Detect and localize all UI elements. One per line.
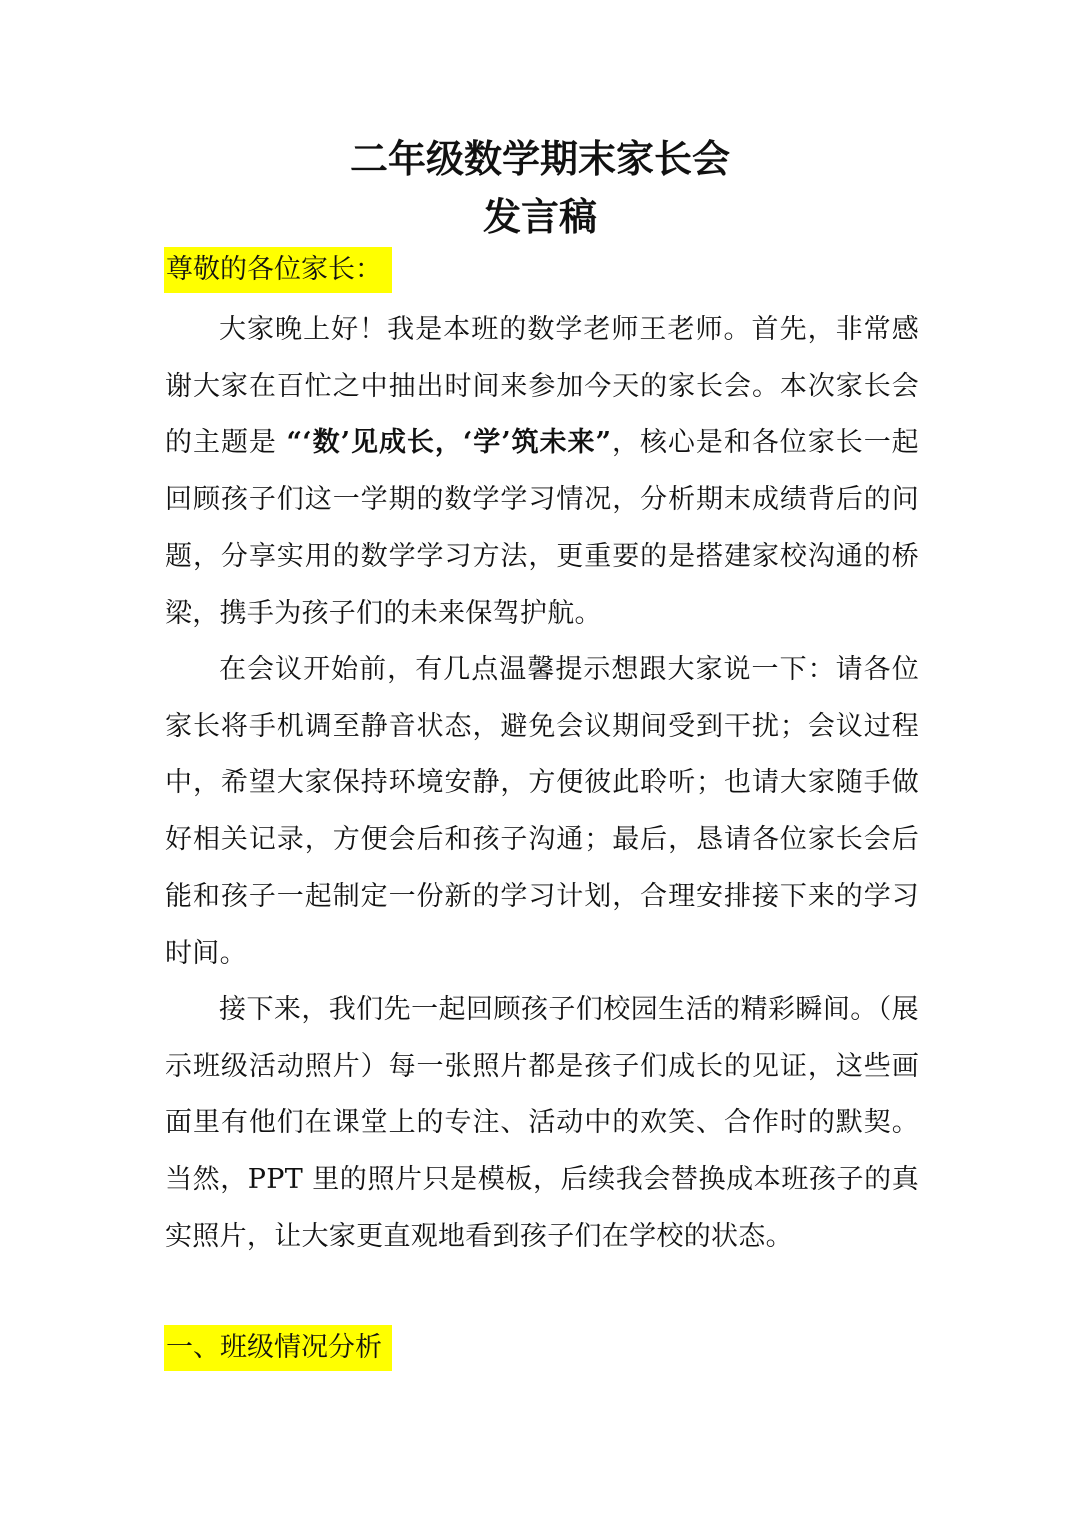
paragraph-reminders: 在会议开始前，有几点温馨提示想跟大家说一下：请各位家长将手机调至静音状态，避免会议期间受到干扰；会议过程中，希望大家保持环境安静，方便彼此聆听；也请大家随手做好相关记录，方便会后和孩子沟通；最后，恳请各位家长会后能和孩子一起制定一份新的学习计划，合理安排接下来的学习时间。 [165, 654, 919, 969]
paragraph-intro-text-end: ，核心是和各位家长一起回顾孩子们这一学期的数学学习情况，分析期末成绩背后的问题，分享实用的数学学习方法，更重要的是搭建家校沟通的桥梁，携手为孩子们的未来保驾护航。 [165, 427, 919, 629]
document-title: 二年级数学期末家长会 [349, 136, 730, 181]
meeting-theme: “‘数’见成长，‘学’筑未来” [286, 427, 612, 459]
paragraph-photos: 接下来，我们先一起回顾孩子们校园生活的精彩瞬间。（展示班级活动照片）每一张照片都是孩子们成长的见证，这些画面里有他们在课堂上的专注、活动中的欢笑、合作时的默契。当然，PPT 里的照片只是模板，后续我会替换成本班孩子的真实照片，让大家更直观地看到孩子们在学校的状态。 [165, 994, 919, 1252]
document-subtitle: 发言稿 [482, 194, 597, 239]
greeting-heading: 尊敬的各位家长： [164, 247, 392, 293]
paragraph-intro [165, 302, 919, 642]
section-heading: 一、班级情况分析 [164, 1325, 392, 1371]
paragraph-intro-text-start: 大家晚上好！我是本班的数学老师王老师。首先，非常感谢大家在百忙之中抽出时间来参加今天的家长会。本次家长会的主题是 [165, 314, 919, 459]
